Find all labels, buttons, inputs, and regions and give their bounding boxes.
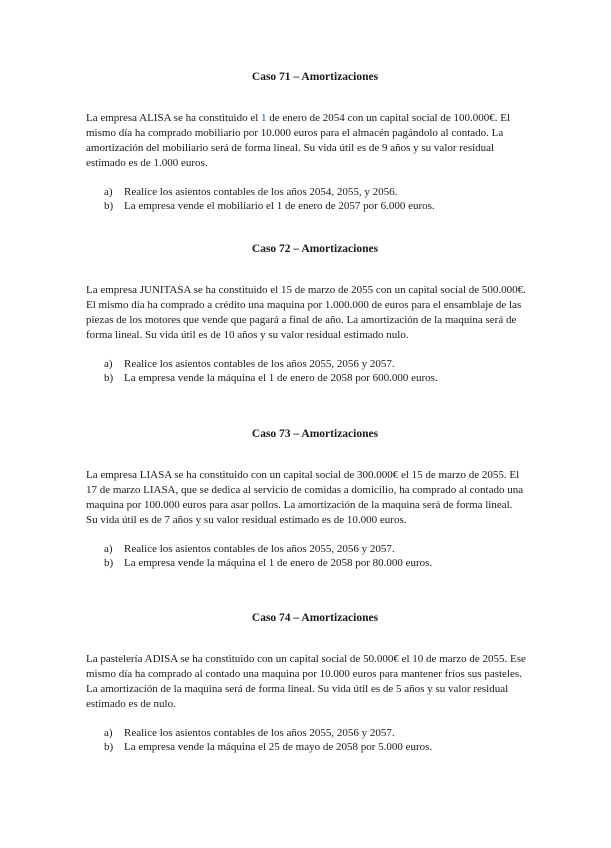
case-statement xyxy=(86,111,526,171)
task-text: La empresa vende la máquina el 1 de enero de 2058 por 80.000 euros. xyxy=(124,557,433,569)
task-item-b xyxy=(86,371,526,385)
task-text: Realice los asientos contables de los años 2055, 2056 y 2057. xyxy=(124,358,395,370)
case-title: Caso 72 – Amortizaciones xyxy=(251,243,379,255)
task-item-a xyxy=(86,726,526,740)
task-list xyxy=(86,357,526,385)
case-74 xyxy=(86,612,526,754)
case-title: Caso 74 – Amortizaciones xyxy=(251,612,379,624)
task-marker: a) xyxy=(104,358,113,370)
statement-text: La empresa ALISA se ha constituido el xyxy=(86,112,262,124)
task-item-b xyxy=(86,740,526,754)
task-marker: a) xyxy=(104,543,113,555)
task-marker: a) xyxy=(104,186,113,198)
task-list xyxy=(86,185,526,213)
case-title: Caso 73 – Amortizaciones xyxy=(251,428,379,440)
case-title: Caso 71 – Amortizaciones xyxy=(251,71,379,83)
task-text: La empresa vende el mobiliario el 1 de enero de 2057 por 6.000 euros. xyxy=(124,200,435,212)
task-item-b xyxy=(86,199,526,213)
task-marker: b) xyxy=(104,557,114,569)
case-statement: La empresa LIASA se ha constituido con un capital social de 300.000€ el 15 de marzo de 2055. El 17 de marzo LIASA, que se dedica al servicio de comidas a domicilio, ha comprado al contado una maquina por 100.000 euros para asar pollos. La amortización de la maquina será de forma lineal. Su vida útil es de 7 años y su valor residual estimado es de 10.000 euros. xyxy=(86,469,524,526)
task-text: Realice los asientos contables de los años 2055, 2056 y 2057. xyxy=(124,543,395,555)
task-marker: b) xyxy=(104,372,114,384)
task-text: Realice los asientos contables de los años 2055, 2056 y 2057. xyxy=(124,727,395,739)
task-text: La empresa vende la máquina el 25 de mayo de 2058 por 5.000 euros. xyxy=(124,741,433,753)
task-text: La empresa vende la máquina el 1 de enero de 2058 por 600.000 euros. xyxy=(124,372,438,384)
task-item-a xyxy=(86,357,526,371)
task-item-a xyxy=(86,185,526,199)
case-73 xyxy=(86,428,526,570)
task-item-b xyxy=(86,556,526,570)
case-statement: La empresa JUNITASA se ha constituido el 15 de marzo de 2055 con un capital social de 500.000€. El mismo día ha comprado a crédito una maquina por 1.000.000 de euros para el ensamblaje de las piezas de los motores que vende que pagará a final de año. La amortización de la maquina será de forma lineal. Su vida útil es de 10 años y su valor residual estimado nulo. xyxy=(86,284,526,341)
task-list xyxy=(86,726,526,754)
case-statement: La pastelería ADISA se ha constituido con un capital social de 50.000€ el 10 de marzo de 2055. Ese mismo día ha comprado al contado una maquina por 10.000 euros para mantener fríos sus pasteles. La amortización de la maquina será de forma lineal. Su vida útil es de 5 años y su valor residual estimado es de nulo. xyxy=(86,653,526,710)
statement-highlight: 1 xyxy=(261,112,267,124)
task-text: Realice los asientos contables de los años 2054, 2055, y 2056. xyxy=(124,186,398,198)
case-72 xyxy=(86,243,526,385)
task-marker: b) xyxy=(104,200,114,212)
statement-text-continued: de enero de 2054 con un capital social de 100.000€. El mismo día ha comprado mobiliario por 10.000 euros para el almacén pagándolo al contado. La amortización del mobiliario será de forma lineal. Su vida útil es de 9 años y su valor residual estimado es de 1.000 euros. xyxy=(86,112,511,169)
task-list xyxy=(86,542,526,570)
task-marker: a) xyxy=(104,727,113,739)
task-item-a xyxy=(86,542,526,556)
task-marker: b) xyxy=(104,741,114,753)
case-71 xyxy=(86,71,526,213)
